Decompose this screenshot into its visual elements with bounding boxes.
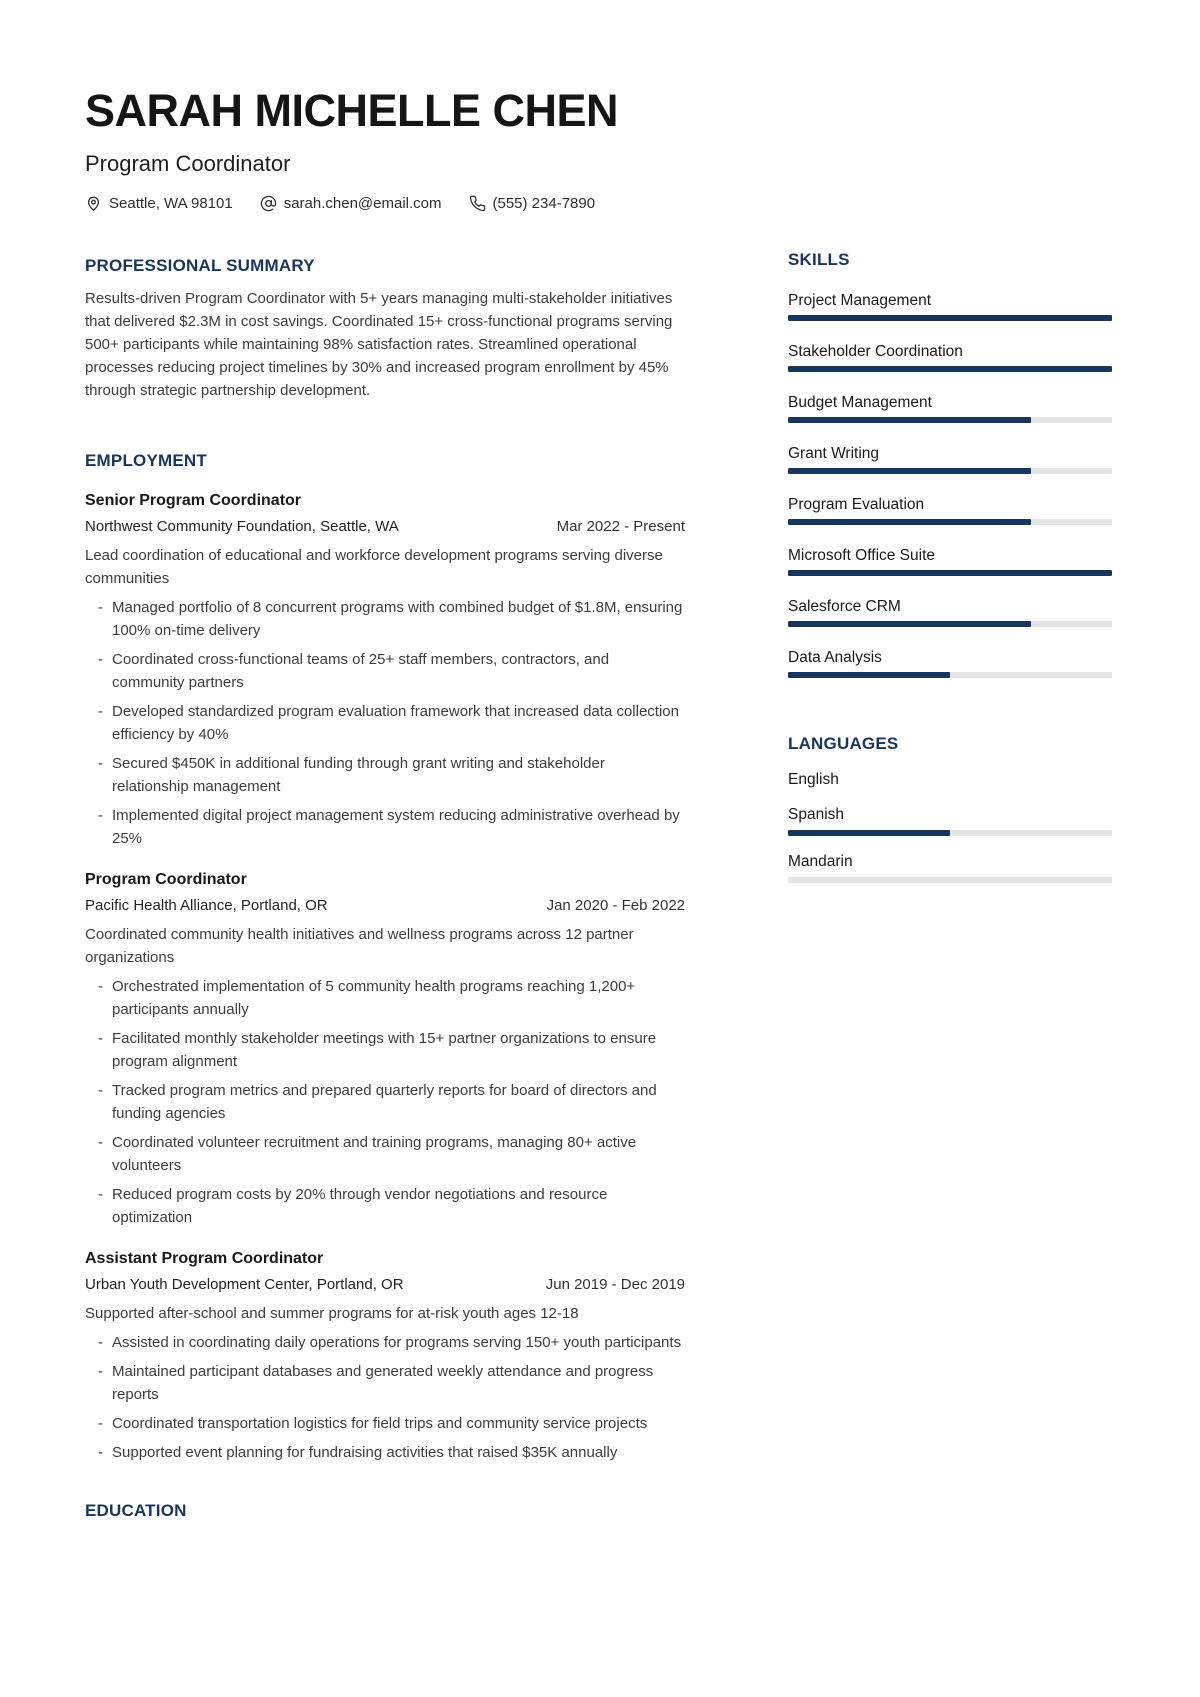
- skill-item: [788, 444, 1112, 474]
- summary-section: [85, 256, 685, 402]
- education-heading: EDUCATION: [85, 1500, 187, 1520]
- education-section: [85, 1501, 685, 1521]
- job-company-row: [85, 896, 685, 916]
- sidebar-column: [788, 88, 1112, 1521]
- language-item: [788, 805, 1112, 836]
- contact-location: [85, 195, 233, 212]
- bullet-item: - Developed standardized program evaluation framework that increased data collection efficiency by 40%: [85, 700, 685, 746]
- employment-heading: EMPLOYMENT: [85, 450, 207, 470]
- skill-bar-fill: [788, 366, 1112, 372]
- job-entry: [85, 870, 685, 1229]
- contact-row: [85, 195, 685, 212]
- language-label: Mandarin: [788, 853, 853, 870]
- job-company: Urban Youth Development Center, Portland, OR: [85, 1275, 404, 1293]
- at-sign-icon: [260, 195, 277, 212]
- job-title: Assistant Program Coordinator: [85, 1249, 324, 1267]
- language-bar-fill: [788, 830, 950, 836]
- skill-bar-track: [788, 570, 1112, 576]
- bullet-item: - Assisted in coordinating daily operations for programs serving 150+ youth participants: [85, 1331, 685, 1354]
- bullet-item: - Tracked program metrics and prepared quarterly reports for board of directors and funding agencies: [85, 1079, 685, 1125]
- skill-bar-fill: [788, 519, 1031, 525]
- bullet-item: - Supported event planning for fundraising activities that raised $35K annually: [85, 1441, 685, 1464]
- skill-item: [788, 648, 1112, 678]
- summary-heading: PROFESSIONAL SUMMARY: [85, 255, 315, 275]
- skill-bar-fill: [788, 621, 1031, 627]
- resume-header: [85, 85, 685, 212]
- skill-bar-track: [788, 366, 1112, 372]
- job-company: Northwest Community Foundation, Seattle, WA: [85, 517, 399, 535]
- job-description: Supported after-school and summer programs for at-risk youth ages 12-18: [85, 1304, 579, 1322]
- bullet-item: - Secured $450K in additional funding through grant writing and stakeholder relationship management: [85, 752, 685, 798]
- location-pin-icon: [85, 195, 102, 212]
- skill-item: [788, 495, 1112, 525]
- contact-location-text: Seattle, WA 98101: [109, 194, 233, 212]
- job-dates: Jun 2019 - Dec 2019: [545, 1275, 685, 1293]
- bullet-item: - Facilitated monthly stakeholder meetings with 15+ partner organizations to ensure program alignment: [85, 1027, 685, 1073]
- skill-label: Grant Writing: [788, 445, 880, 462]
- skill-bar-track: [788, 672, 1112, 678]
- contact-email: [260, 195, 442, 212]
- job-title: Senior Program Coordinator: [85, 491, 302, 509]
- skill-label: Data Analysis: [788, 649, 882, 666]
- bullet-item: - Coordinated volunteer recruitment and training programs, managing 80+ active volunteers: [85, 1131, 685, 1177]
- skill-bar-fill: [788, 468, 1031, 474]
- contact-email-text: sarah.chen@email.com: [283, 194, 442, 212]
- job-company-row: [85, 517, 685, 537]
- bullet-item: - Managed portfolio of 8 concurrent programs with combined budget of $1.8M, ensuring 100% on-time delivery: [85, 596, 685, 642]
- skill-bar-fill: [788, 417, 1031, 423]
- skill-item: [788, 342, 1112, 372]
- language-bar-track: [788, 877, 1112, 883]
- bullet-item: - Maintained participant databases and generated weekly attendance and progress reports: [85, 1360, 685, 1406]
- skill-label: Salesforce CRM: [788, 598, 901, 615]
- skill-bar-fill: [788, 672, 950, 678]
- job-entry: [85, 1249, 685, 1464]
- skill-item: [788, 393, 1112, 423]
- bullet-item: - Coordinated cross-functional teams of 25+ staff members, contractors, and community partners: [85, 648, 685, 694]
- skill-bar-track: [788, 468, 1112, 474]
- summary-text: Results-driven Program Coordinator with 5+ years managing multi-stakeholder initiatives that delivered $2.3M in cost savings. Coordinated 15+ cross-functional programs serving 500+ participants while maintaining 98% satisfaction rates. Streamlined operational processes reducing project timelines by 30% and increased program enrollment by 45% through strategic partnership development.: [85, 289, 673, 399]
- job-bullet-list: [85, 975, 685, 1229]
- job-entry: [85, 491, 685, 850]
- language-item: [788, 852, 1112, 883]
- skills-heading: SKILLS: [788, 250, 850, 269]
- skill-bar-track: [788, 621, 1112, 627]
- language-item: [788, 770, 1112, 789]
- skill-bar-track: [788, 417, 1112, 423]
- skill-label: Microsoft Office Suite: [788, 547, 936, 564]
- candidate-title: Program Coordinator: [85, 150, 291, 176]
- skill-label: Budget Management: [788, 394, 932, 411]
- language-label: English: [788, 771, 839, 788]
- skill-bar-track: [788, 315, 1112, 321]
- skill-label: Program Evaluation: [788, 496, 925, 513]
- job-description: Coordinated community health initiatives and wellness programs across 12 partner organizations: [85, 925, 634, 966]
- skill-bar-fill: [788, 570, 1112, 576]
- skill-item: [788, 291, 1112, 321]
- main-column: [85, 85, 685, 1521]
- phone-icon: [469, 195, 486, 212]
- contact-phone-text: (555) 234-7890: [492, 194, 596, 212]
- job-company-row: [85, 1275, 685, 1295]
- skill-label: Project Management: [788, 292, 932, 309]
- skills-section: [788, 250, 1112, 678]
- bullet-item: - Reduced program costs by 20% through vendor negotiations and resource optimization: [85, 1183, 685, 1229]
- skill-bar-track: [788, 519, 1112, 525]
- skill-label: Stakeholder Coordination: [788, 343, 963, 360]
- languages-heading: LANGUAGES: [788, 734, 899, 753]
- language-label: Spanish: [788, 806, 845, 823]
- contact-phone: [469, 195, 596, 212]
- job-dates: Jan 2020 - Feb 2022: [546, 896, 685, 914]
- job-company: Pacific Health Alliance, Portland, OR: [85, 896, 328, 914]
- job-bullet-list: [85, 596, 685, 850]
- job-bullet-list: [85, 1331, 685, 1464]
- skill-bar-fill: [788, 315, 1112, 321]
- candidate-name: SARAH MICHELLE CHEN: [85, 85, 619, 136]
- bullet-item: - Orchestrated implementation of 5 community health programs reaching 1,200+ participants annually: [85, 975, 685, 1021]
- job-description: Lead coordination of educational and workforce development programs serving diverse communities: [85, 546, 663, 587]
- language-bar-track: [788, 830, 1112, 836]
- languages-section: [788, 734, 1112, 883]
- bullet-item: - Coordinated transportation logistics for field trips and community service projects: [85, 1412, 685, 1435]
- bullet-item: - Implemented digital project management system reducing administrative overhead by 25%: [85, 804, 685, 850]
- job-title: Program Coordinator: [85, 870, 247, 888]
- employment-section: [85, 451, 685, 1464]
- skill-item: [788, 546, 1112, 576]
- skill-item: [788, 597, 1112, 627]
- job-dates: Mar 2022 - Present: [556, 517, 685, 535]
